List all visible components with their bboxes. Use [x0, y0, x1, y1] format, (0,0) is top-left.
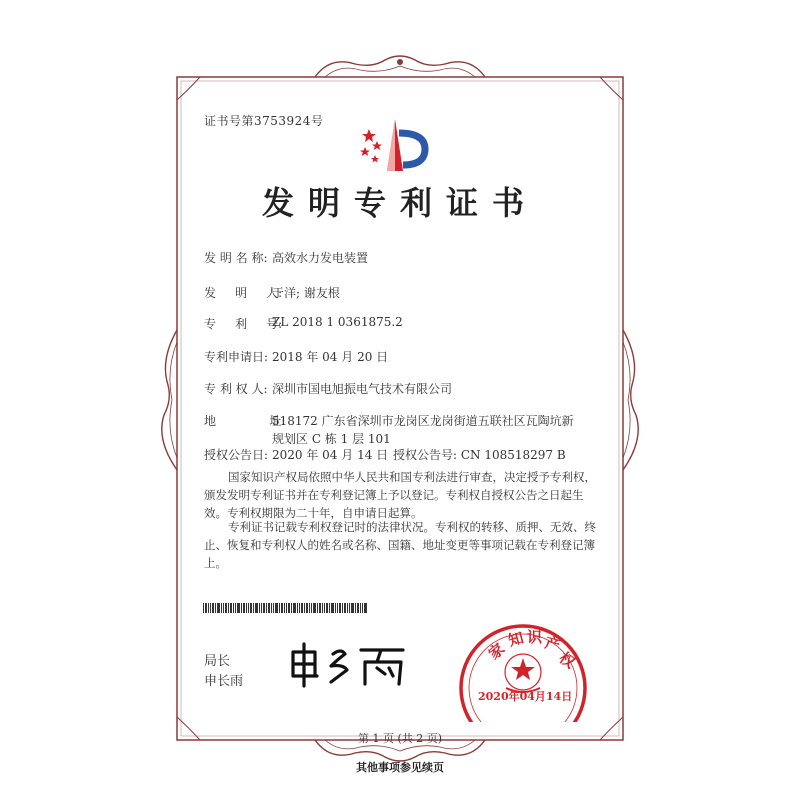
official-seal: [458, 622, 588, 722]
field-label-grant-date: 授权公告日:: [204, 448, 269, 462]
svg-text:知: 知: [506, 628, 526, 650]
svg-text:识: 识: [527, 628, 543, 646]
field-label-filing-date: 专利申请日:: [204, 350, 269, 364]
field-value-address-line1: 518172 广东省深圳市龙岗区龙岗街道五联社区瓦陶坑新: [272, 414, 574, 428]
field-value-grant-number: 授权公告号: CN 108518297 B: [393, 448, 566, 462]
field-value-patentee: 深圳市国电旭振电气技术有限公司: [272, 382, 453, 396]
footer-note: 其他事项参见续页: [356, 761, 444, 774]
page-title: 发明专利证书: [261, 184, 538, 222]
grant-statement: 国家知识产权局依照中华人民共和国专利法进行审查，决定授予专利权，颁发发明专利证书并在专利登记簿上予以登记。专利权自授权公告之日起生效。专利权期限为二十年，自申请日起算。: [204, 470, 596, 520]
field-label-inventor: 发 明 人:: [204, 286, 283, 300]
page-number: 第 1 页 (共 2 页): [357, 732, 443, 745]
director-name: 申长雨: [204, 674, 244, 689]
field-value-filing-date: 2018 年 04 月 20 日: [272, 350, 389, 364]
svg-text:产: 产: [542, 633, 563, 655]
director-signature: [285, 642, 415, 688]
field-label-patentee: 专 利 权 人:: [204, 382, 268, 396]
certificate-number: 证书号第3753924号: [204, 114, 324, 128]
field-value-address-line2: 规划区 C 栋 1 层 101: [272, 432, 391, 446]
svg-text:家: 家: [485, 639, 509, 664]
field-value-inventor: 于洋; 谢友根: [272, 286, 340, 300]
legal-status-statement: 专利证书记载专利权登记时的法律状况。专利权的转移、质押、无效、终止、恢复和专利权人的姓名或名称、国籍、地址变更等事项记载在专利登记簿上。: [204, 520, 596, 570]
field-label-address: 地 址:: [204, 414, 286, 428]
seal-date: 2020年04月14日: [478, 690, 573, 703]
field-label-invention-name: 发 明 名 称:: [204, 251, 268, 265]
field-value-patent-number: ZL 2018 1 0361875.2: [272, 315, 403, 329]
barcode: [203, 603, 367, 613]
field-label-patent-number: 专 利 号:: [204, 317, 283, 331]
svg-text:权: 权: [555, 648, 579, 672]
field-value-invention-name: 高效水力发电装置: [272, 251, 369, 265]
field-value-grant-date: 2020 年 04 月 14 日: [272, 448, 389, 462]
patent-office-logo: [355, 115, 435, 175]
director-title: 局长: [204, 654, 231, 669]
